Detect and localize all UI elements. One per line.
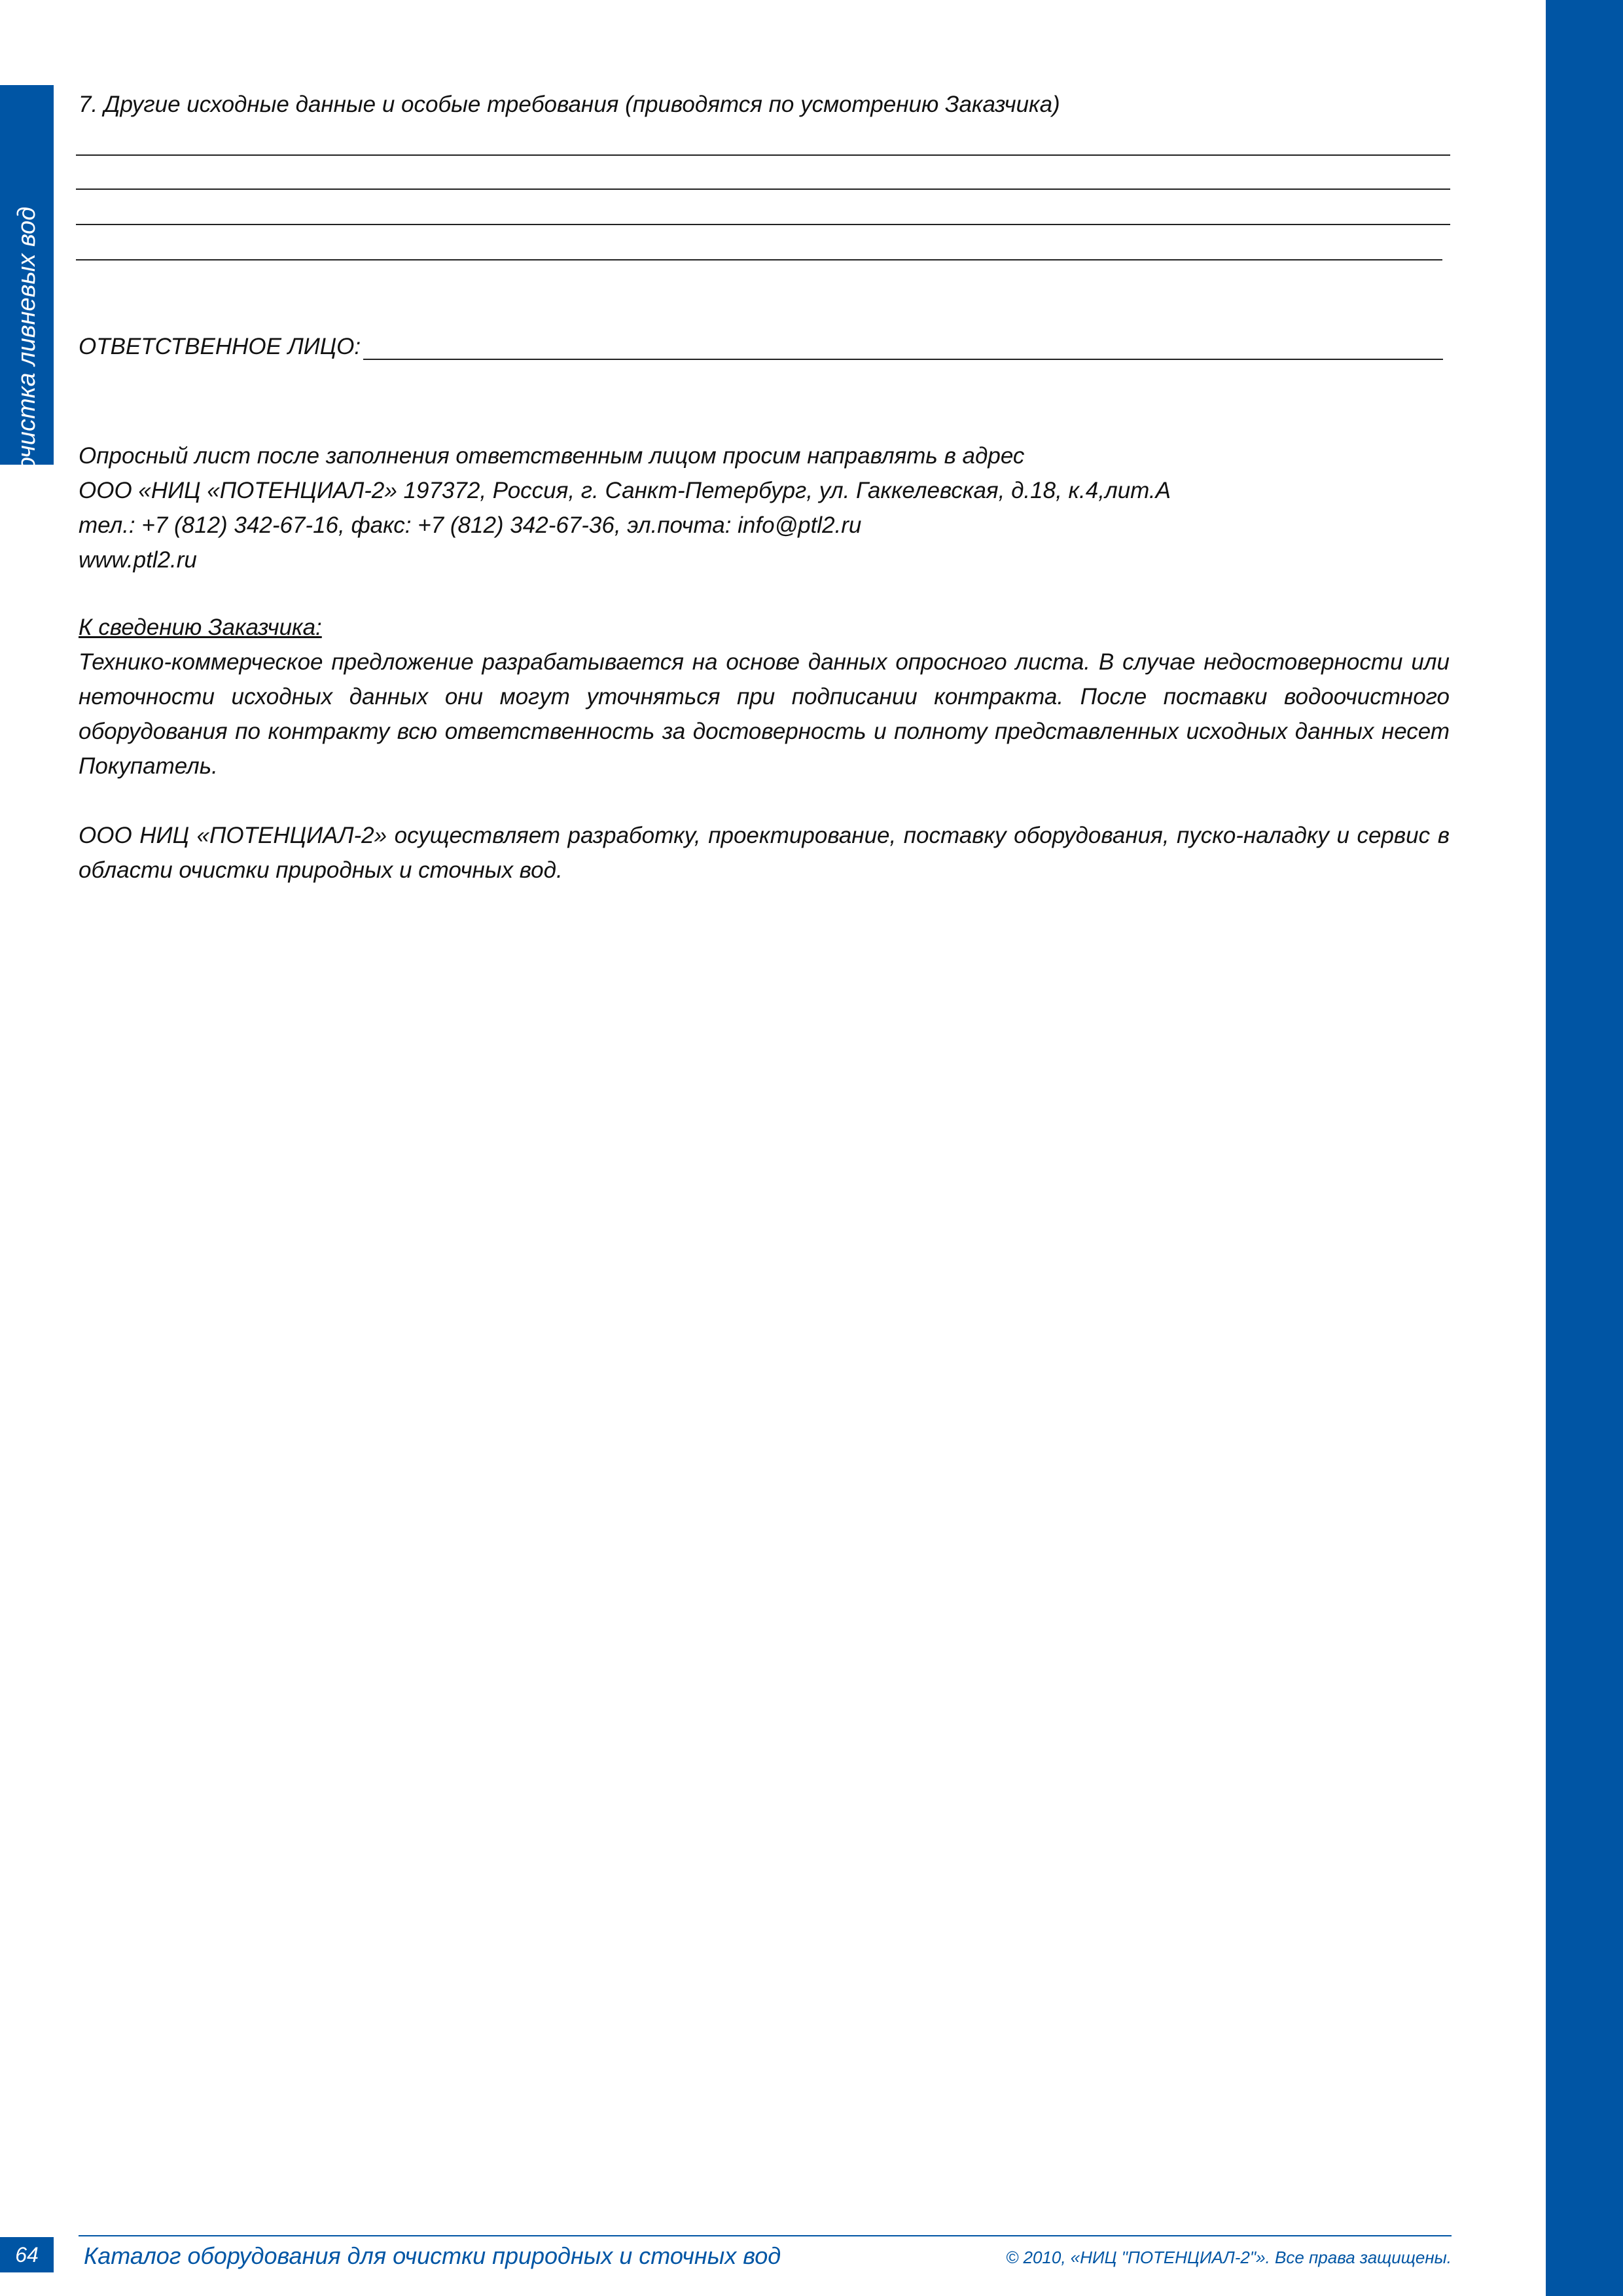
footer-copyright: © 2010, «НИЦ "ПОТЕНЦИАЛ-2"». Все права защищены. <box>1006 2248 1452 2267</box>
customer-notice <box>79 610 1450 783</box>
page-number: 64 <box>0 2237 54 2272</box>
section-side-tab <box>0 85 54 514</box>
right-color-band <box>1546 0 1623 2296</box>
contact-block <box>79 439 1450 577</box>
company-statement: ООО НИЦ «ПОТЕНЦИАЛ-2» осуществляет разработку, проектирование, поставку оборудования, пуско-наладку и сервис в области очистки природных и сточных вод. <box>79 823 1450 883</box>
responsible-person-row <box>79 334 1443 360</box>
fill-line-1[interactable] <box>76 154 1450 156</box>
footer-divider <box>79 2235 1452 2236</box>
notice-heading: К сведению Заказчика: <box>79 615 322 640</box>
responsible-person-label: ОТВЕТСТВЕННОЕ ЛИЦО: <box>79 334 361 359</box>
contact-website: www.ptl2.ru <box>79 547 197 573</box>
fill-line-4[interactable] <box>76 259 1442 260</box>
fill-line-3[interactable] <box>76 224 1450 225</box>
footer-catalog-title: Каталог оборудования для очистки природных и сточных вод <box>84 2242 781 2269</box>
contact-address: ООО «НИЦ «ПОТЕНЦИАЛ-2» 197372, Россия, г. Санкт-Петербург, ул. Гаккелевская, д.18, к.4,лит.А <box>79 478 1171 503</box>
fill-line-2[interactable] <box>76 188 1450 190</box>
notice-body: Технико-коммерческое предложение разрабатывается на основе данных опросного листа. В случае недостоверности или неточности исходных данных они могут уточняться при подписании контракта. После поставки водоочистного оборудования по контракту всю ответственность за достоверность и полноту представленных исходных данных несет Покупатель. <box>79 649 1450 779</box>
contact-intro: Опросный лист после заполнения ответственным лицом просим направлять в адрес <box>79 443 1025 469</box>
contact-phones: тел.: +7 (812) 342-67-16, факс: +7 (812) 342-67-36, эл.почта: info@ptl2.ru <box>79 512 862 538</box>
responsible-person-field[interactable] <box>363 335 1443 360</box>
section-7-title: 7. Другие исходные данные и особые требования (приводятся по усмотрению Заказчика) <box>79 92 1060 117</box>
side-tab-label: ОЛ очистка ливневых вод <box>13 206 41 514</box>
